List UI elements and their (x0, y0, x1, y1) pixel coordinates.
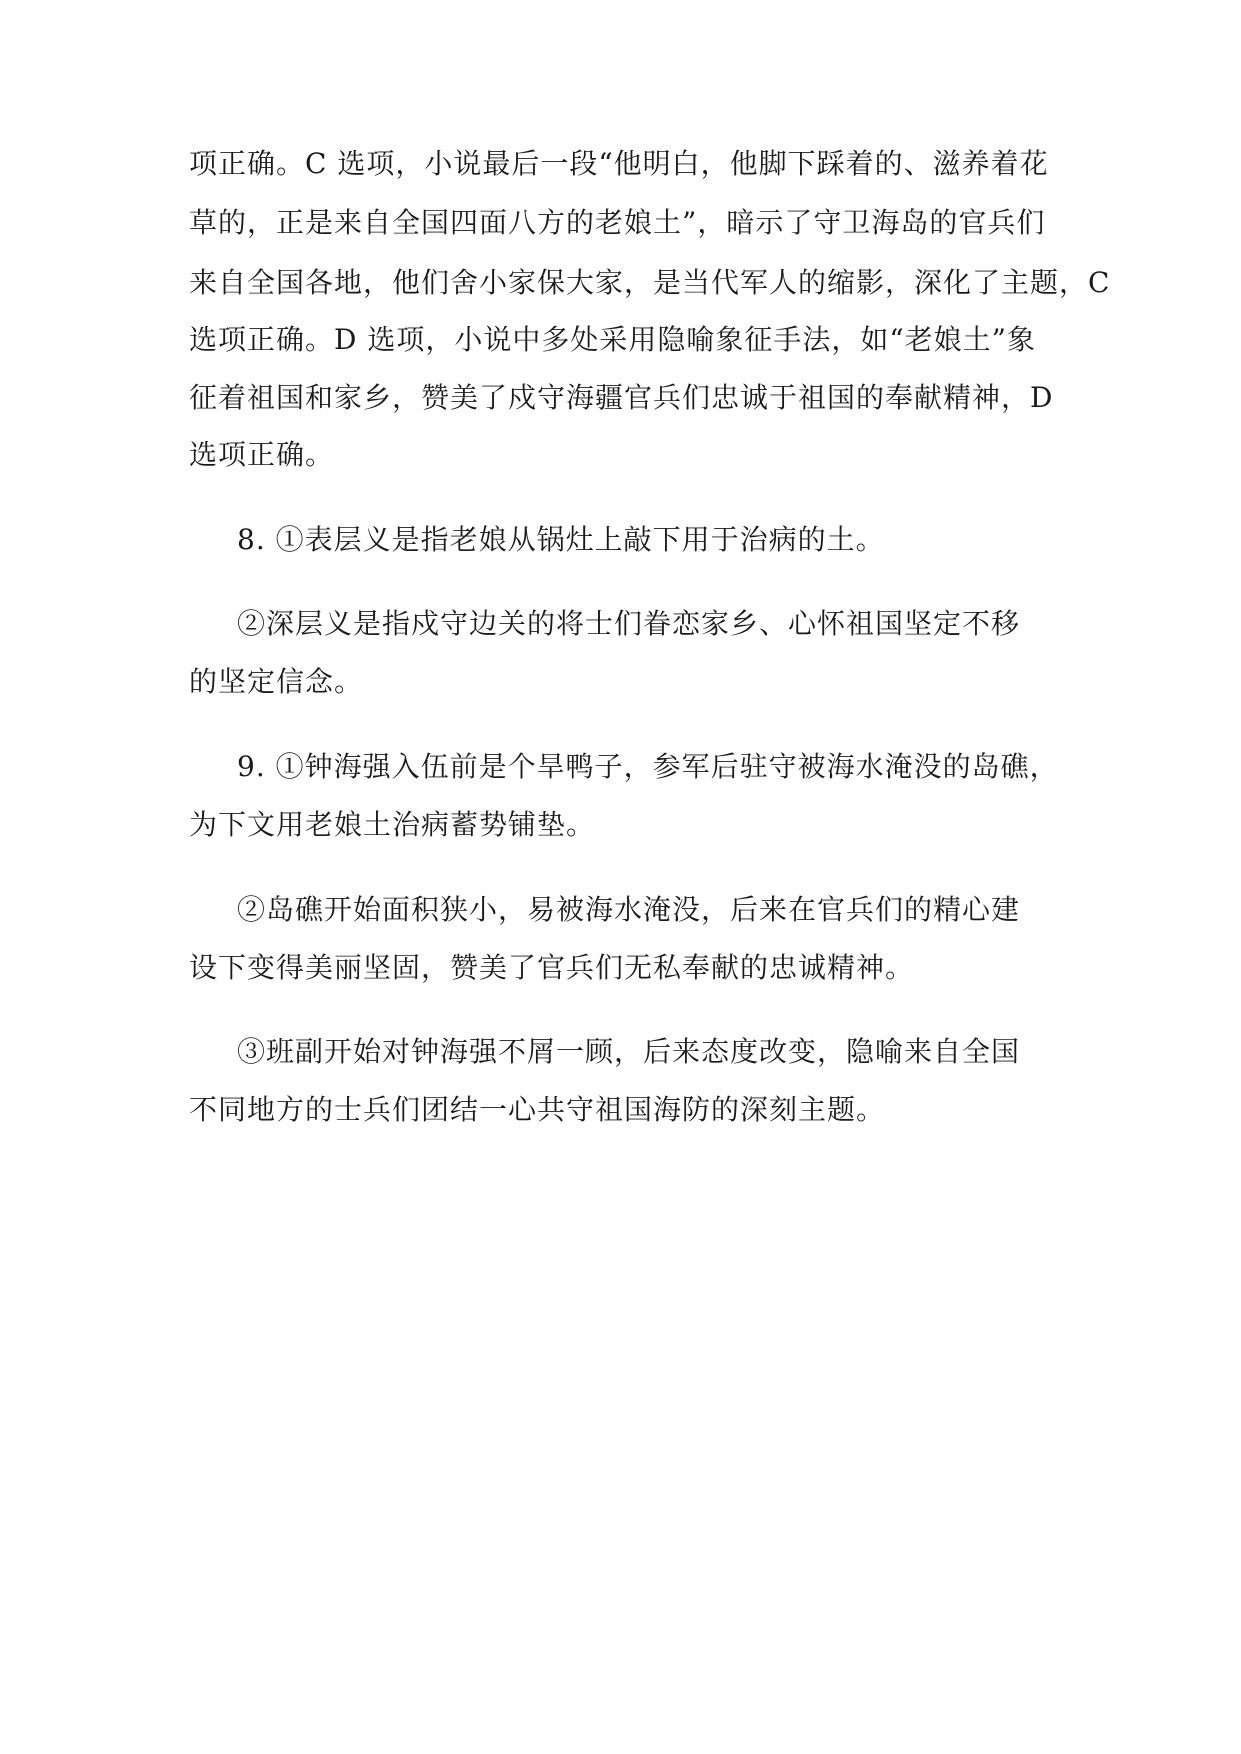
paragraph-line: 来自全国各地，他们舍小家保大家，是当代军人的缩影，深化了主题，C (189, 266, 1111, 299)
answer-9-point-2-line: ②岛礁开始面积狭小，易被海水淹没，后来在官兵们的精心建 (237, 893, 1021, 926)
answer-8-point-1: 8. ①表层义是指老娘从锅灶上敲下用于治病的土。 (237, 523, 885, 556)
answer-8-point-2-line: 的坚定信念。 (189, 665, 364, 698)
paragraph-line: 选项正确。D 选项，小说中多处采用隐喻象征手法，如“老娘土”象 (189, 323, 1036, 356)
paragraph-line: 项正确。C 选项，小说最后一段“他明白，他脚下踩着的、滋养着花 (189, 147, 1049, 180)
answer-9-point-3-line: ③班副开始对钟海强不屑一顾，后来态度改变，隐喻来自全国 (237, 1035, 1021, 1068)
answer-9-point-3-line: 不同地方的士兵们团结一心共守祖国海防的深刻主题。 (189, 1093, 886, 1126)
answer-9-point-1-line: 为下文用老娘土治病蓄势铺垫。 (189, 808, 596, 841)
paragraph-line: 征着祖国和家乡，赞美了戍守海疆官兵们忠诚于祖国的奉献精神，D (189, 381, 1054, 414)
answer-9-point-2-line: 设下变得美丽坚固，赞美了官兵们无私奉献的忠诚精神。 (189, 951, 915, 984)
paragraph-line: 草的，正是来自全国四面八方的老娘土”，暗示了守卫海岛的官兵们 (189, 206, 1046, 239)
paragraph-line: 选项正确。 (189, 438, 335, 471)
answer-9-point-1-line: 9. ①钟海强入伍前是个旱鸭子，参军后驻守被海水淹没的岛礁， (237, 750, 1059, 783)
answer-8-point-2-line: ②深层义是指戍守边关的将士们眷恋家乡、心怀祖国坚定不移 (237, 607, 1021, 640)
